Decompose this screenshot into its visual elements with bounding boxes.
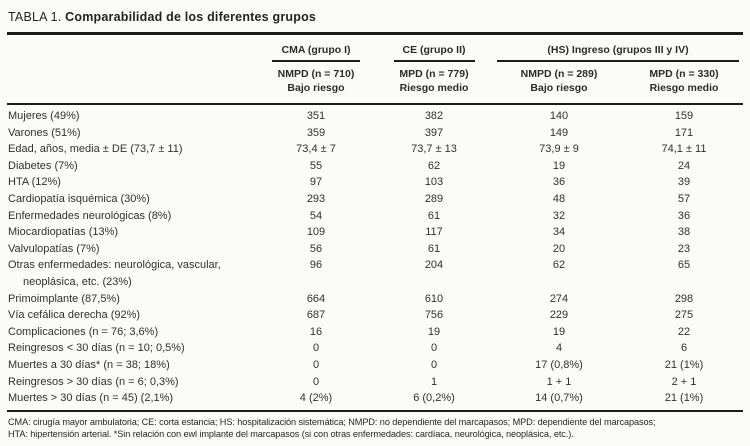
cell-value: 17 (0,8%) — [535, 358, 583, 371]
cell-value: 61 — [427, 242, 441, 255]
table-row — [7, 291, 743, 308]
table-footnotes — [8, 416, 743, 440]
cell-value: 6 (0,2%) — [413, 392, 455, 405]
cell-value: 359 — [306, 126, 326, 139]
table-row — [7, 390, 743, 411]
cell-value: 55 — [309, 159, 323, 172]
cell-value: 274 — [549, 292, 569, 305]
cell-value: 289 — [424, 192, 444, 205]
row-label: Primoimplante (87,5%) — [8, 292, 120, 305]
cell-value: 103 — [424, 176, 444, 189]
cell-value: 351 — [306, 110, 326, 122]
cell-value: 36 — [552, 176, 566, 189]
cell-value: 96 — [309, 259, 323, 272]
cell-value: 19 — [427, 325, 441, 338]
cell-value: 2 + 1 — [671, 375, 697, 388]
cell-value: 0 — [312, 358, 320, 371]
subheader-line2: Riesgo medio — [399, 81, 469, 94]
column-group-label: CE (grupo II) — [394, 44, 475, 62]
table-body — [7, 104, 743, 411]
footnote-line: HTA: hipertensión arterial. *Sin relación con ewl implante del marcapasos (si con otras enfermedades: cardíaca, neurológica, neoplásica, etc.). — [8, 428, 574, 439]
cell-value: 275 — [674, 309, 694, 322]
table-header — [7, 34, 743, 105]
row-label: Reingresos < 30 días (n = 10; 0,5%) — [8, 342, 185, 355]
cell-value: 382 — [424, 110, 444, 122]
table-row — [7, 257, 743, 290]
row-label: Miocardiopatías (13%) — [8, 226, 119, 239]
subheader-line1: NMPD (n = 289) — [520, 68, 598, 80]
row-label: Complicaciones (n = 76; 3,6%) — [8, 325, 159, 338]
row-label: Varones (51%) — [8, 126, 81, 139]
cell-value: 149 — [549, 126, 569, 139]
cell-value: 62 — [427, 159, 441, 172]
cell-value: 171 — [674, 126, 694, 139]
cell-value: 22 — [677, 325, 691, 338]
column-subheader-mpd-330 — [625, 62, 743, 104]
table-row — [7, 357, 743, 374]
column-subheader-mpd-779 — [375, 62, 493, 104]
row-label: Mujeres (49%) — [8, 110, 80, 122]
cell-value: 298 — [674, 292, 694, 305]
cell-value: 97 — [309, 176, 323, 189]
cell-value: 73,4 ± 7 — [296, 143, 336, 156]
cell-value: 229 — [549, 309, 569, 322]
table-row — [7, 158, 743, 175]
cell-value: 0 — [430, 342, 438, 355]
row-label: Cardiopatía isquémica (30%) — [8, 192, 150, 205]
cell-value: 4 — [555, 342, 563, 355]
row-label: Edad, años, media ± DE (73,7 ± 11) — [8, 143, 183, 156]
row-label: Muertes a 30 días* (n = 38; 18%) — [8, 358, 170, 371]
cell-value: 73,9 ± 9 — [539, 143, 579, 156]
cell-value: 19 — [552, 325, 566, 338]
cell-value: 62 — [552, 259, 566, 272]
column-subheader-nmpd-289 — [493, 62, 625, 104]
cell-value: 109 — [306, 226, 326, 239]
table-title — [8, 10, 743, 24]
row-label: Valvulopatías (7%) — [8, 242, 100, 255]
subheader-line1: MPD (n = 330) — [649, 68, 719, 80]
cell-value: 61 — [427, 209, 441, 222]
cell-value: 36 — [677, 209, 691, 222]
table-row — [7, 241, 743, 258]
row-label: Vía cefálica derecha (92%) — [8, 309, 141, 322]
cell-value: 0 — [312, 375, 320, 388]
table-row — [7, 374, 743, 391]
table-row — [7, 141, 743, 158]
cell-value: 4 (2%) — [299, 392, 333, 405]
footnote-line: CMA: cirugía mayor ambulatoria; CE: corta estancia; HS: hospitalización sistemática; NMPD: no dependiente del marcapasos; MPD: dependiente del marcapasos; — [8, 416, 656, 427]
row-label: HTA (12%) — [8, 176, 61, 189]
cell-value: 39 — [677, 176, 691, 189]
cell-value: 21 (1%) — [664, 358, 704, 371]
subheader-line1: NMPD (n = 710) — [277, 68, 355, 80]
cell-value: 610 — [424, 292, 444, 305]
cell-value: 48 — [552, 192, 566, 205]
cell-value: 6 — [680, 342, 688, 355]
cell-value: 293 — [306, 192, 326, 205]
cell-value: 204 — [424, 259, 444, 272]
cell-value: 19 — [552, 159, 566, 172]
table-title-prefix: TABLA 1. — [8, 10, 62, 24]
row-label: Muertes > 30 días (n = 45) (2,1%) — [8, 392, 174, 405]
cell-value: 32 — [552, 209, 566, 222]
cell-value: 56 — [309, 242, 323, 255]
column-group-header-ce — [375, 34, 493, 63]
table-row — [7, 307, 743, 324]
row-label: Enfermedades neurológicas (8%) — [8, 209, 172, 222]
subheader-line1: MPD (n = 779) — [399, 68, 469, 80]
cell-value: 14 (0,7%) — [535, 392, 583, 405]
cell-value: 664 — [306, 292, 326, 305]
cell-value: 23 — [677, 242, 691, 255]
table-row — [7, 104, 743, 125]
table-row — [7, 174, 743, 191]
comparability-table — [7, 32, 743, 412]
cell-value: 0 — [430, 358, 438, 371]
cell-value: 38 — [677, 226, 691, 239]
cell-value: 24 — [677, 159, 691, 172]
table-row — [7, 208, 743, 225]
column-group-label: CMA (grupo I) — [272, 44, 359, 62]
row-label: Otras enfermedades: neurológica, vascular, neoplásica, etc. (23%) — [8, 259, 221, 288]
table-row — [7, 191, 743, 208]
table-row — [7, 224, 743, 241]
subheader-line2: Bajo riesgo — [530, 81, 588, 94]
row-label: Reingresos > 30 días (n = 6; 0,3%) — [8, 375, 179, 388]
column-group-header-hs — [493, 34, 743, 63]
column-group-label: (HS) Ingreso (grupos III y IV) — [497, 44, 739, 62]
table-row — [7, 340, 743, 357]
cell-value: 1 — [430, 375, 438, 388]
cell-value: 756 — [424, 309, 444, 322]
column-group-row — [7, 34, 743, 63]
cell-value: 397 — [424, 126, 444, 139]
cell-value: 74,1 ± 11 — [661, 143, 707, 156]
row-label: Diabetes (7%) — [8, 159, 78, 172]
table-row — [7, 125, 743, 142]
column-subheader-nmpd-710 — [257, 62, 375, 104]
cell-value: 20 — [552, 242, 566, 255]
cell-value: 117 — [425, 226, 443, 239]
cell-value: 0 — [312, 342, 320, 355]
cell-value: 159 — [674, 110, 694, 122]
cell-value: 16 — [309, 325, 323, 338]
table-title-main: Comparabilidad de los diferentes grupos — [65, 10, 317, 24]
cell-value: 73,7 ± 13 — [411, 143, 457, 156]
cell-value: 687 — [306, 309, 326, 322]
stub-cell — [7, 34, 257, 63]
cell-value: 21 (1%) — [664, 392, 704, 405]
subheader-line2: Bajo riesgo — [287, 81, 345, 94]
cell-value: 140 — [549, 110, 569, 122]
cell-value: 54 — [309, 209, 323, 222]
subheader-line2: Riesgo medio — [649, 81, 719, 94]
column-group-header-cma — [257, 34, 375, 63]
cell-value: 65 — [677, 259, 691, 272]
cell-value: 1 + 1 — [546, 375, 572, 388]
stub-cell — [7, 62, 257, 104]
column-subheader-row — [7, 62, 743, 104]
cell-value: 57 — [677, 192, 691, 205]
cell-value: 34 — [552, 226, 566, 239]
table-row — [7, 324, 743, 341]
